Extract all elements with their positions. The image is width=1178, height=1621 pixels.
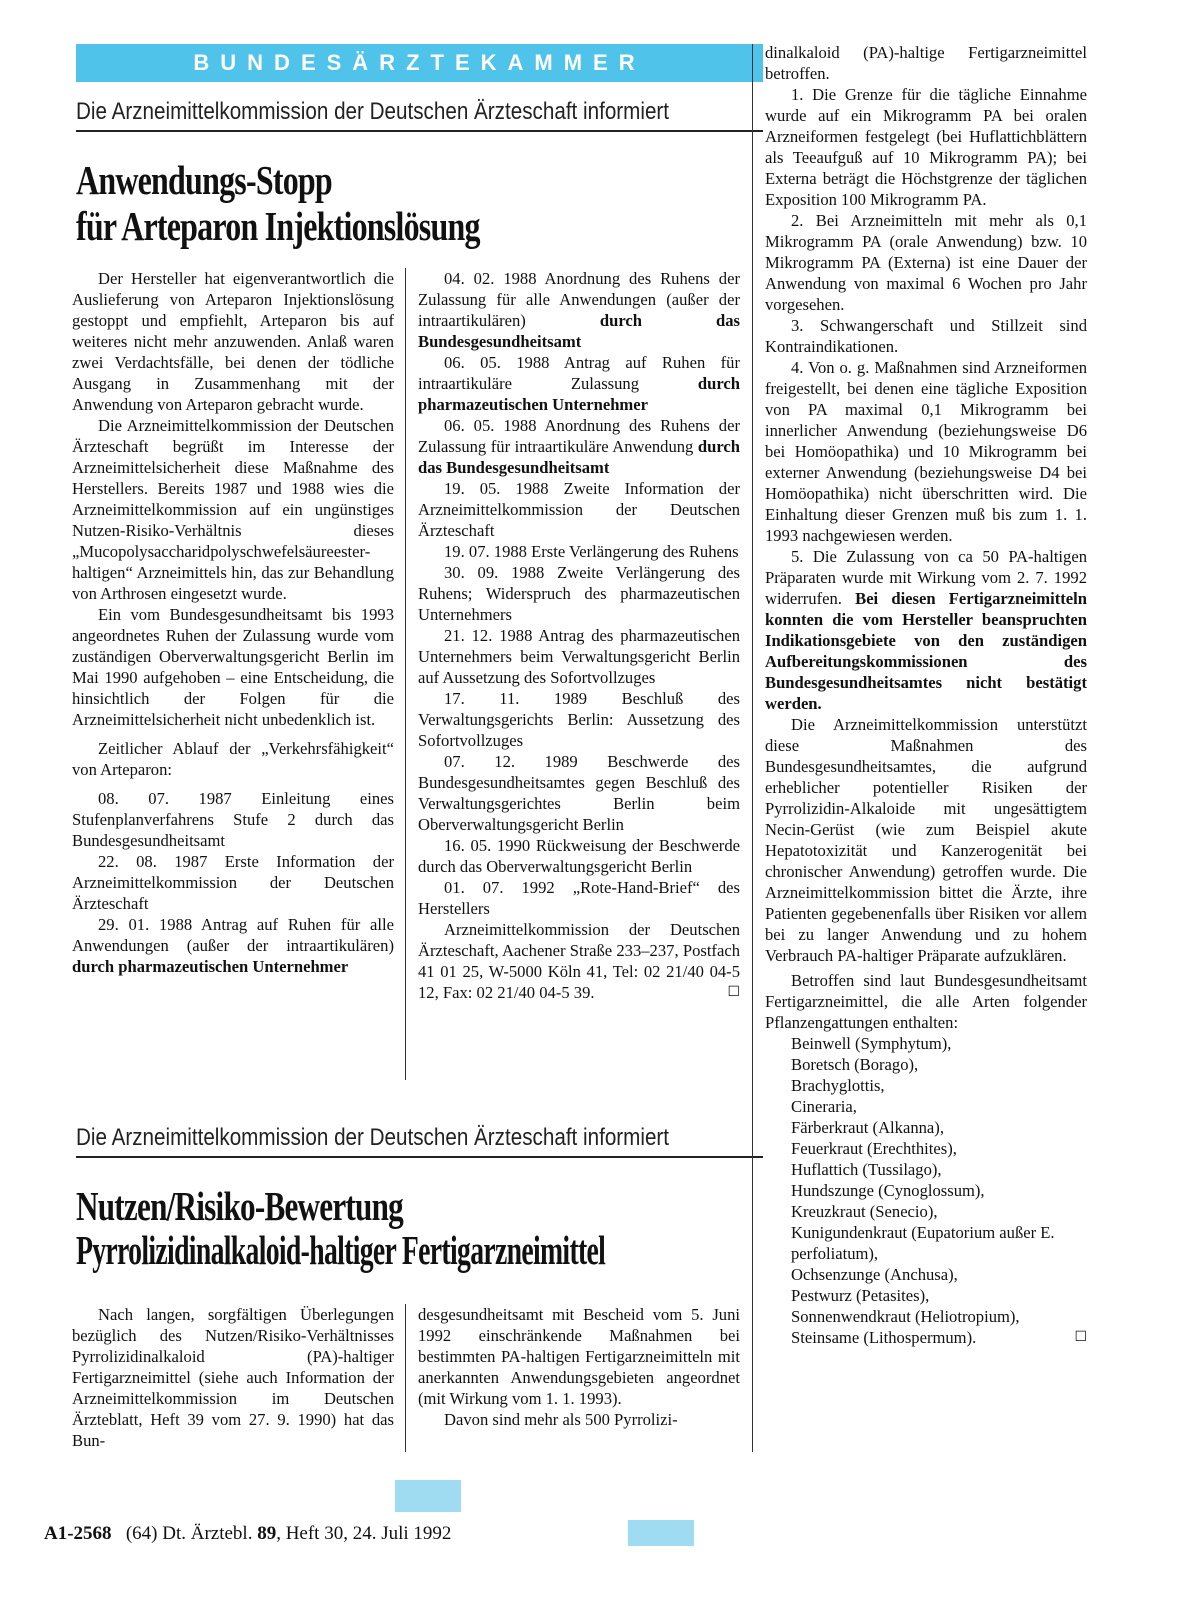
paragraph: Ein vom Bundesgesundheitsamt bis 1993 angeordnetes Ruhen der Zulassung wurde vom zuständigen Oberverwaltungsgericht Berlin im Mai 1990 aufgehoben – eine Entscheidung, die hinsichtlich der Folgen für die Arzneimittelsicherheit nicht unbedenklich ist. [72, 605, 394, 729]
plant-list-item: Ochsenzunge (Anchusa), [791, 1265, 958, 1284]
contact-address: Arzneimittelkommission der Deutschen Ärzteschaft, Aachener Straße 233–237, Postfach 41 01 25, W-5000 Köln 41, Tel: 02 21/40 04-5 12, Fax: 02 21/40 04-5 39. ☐ [418, 920, 740, 1002]
timeline-entry: 16. 05. 1990 Rückweisung der Beschwerde durch das Oberverwaltungsgericht Berlin [418, 836, 740, 876]
paragraph: Die Arzneimittelkommission unterstützt diese Maßnahmen des Bundesgesundheitsamtes, die aufgrund erheblicher potentieller Risiken der Pyrrolizidin-Alkaloide mit ungesättigtem Necin-Gerüst (wie zum Beispiel akute Hepatotoxizität und Kanzerogenität bei chronischer Anwendung) getroffen wurde. Die Arzneimittelkommission bittet die Ärzte, ihre Patienten gegebenenfalls über Risiken vor allem bei zu langer Anwendung und zu hohem Verbrauch PA-haltiger Präparate aufzuklären. [765, 715, 1087, 965]
column-divider [405, 1304, 406, 1452]
timeline-entry: 07. 12. 1989 Beschwerde des Bundesgesundheitsamtes gegen Beschluß des Verwaltungsgerichtes Berlin beim Oberverwaltungsgericht Berlin [418, 752, 740, 834]
section-band [76, 44, 763, 82]
article1-title-line1: Anwendungs-Stopp [76, 157, 332, 203]
paragraph: 3. Schwangerschaft und Stillzeit sind Kontraindikationen. [765, 316, 1087, 356]
end-mark-icon: ☐ [1074, 1329, 1087, 1345]
paragraph: desgesundheitsamt mit Bescheid vom 5. Juni 1992 einschränkende Maßnahmen bei bestimmten PA-haltigen Fertigarzneimitteln mit anerkannten Anwendungsgebieten angeordnet (mit Wirkung vom 1. 1. 1993). [418, 1305, 740, 1408]
timeline-entry: 22. 08. 1987 Erste Information der Arzneimittelkommission der Deutschen Ärzteschaft [72, 852, 394, 913]
article1-title-line2: für Arteparon Injektionslösung [76, 203, 480, 249]
plant-list-item: Hundszunge (Cynoglossum), [791, 1181, 985, 1200]
plant-list-item: Kunigundenkraut (Eupatorium außer E. perfoliatum), [791, 1223, 1055, 1263]
article2-column2 [418, 1304, 740, 1430]
journal-volume: 89 [257, 1523, 277, 1544]
article1-kicker: Die Arzneimittelkommission der Deutschen Ärzteschaft informiert [76, 98, 670, 125]
journal-issue: , Heft 30, 24. Juli 1992 [276, 1523, 452, 1544]
article2-column3 [765, 42, 1087, 1348]
timeline-entry: 19. 07. 1988 Erste Verlängerung des Ruhens [444, 542, 739, 561]
article1-column2 [418, 268, 740, 1003]
page-tab-marker [628, 1520, 694, 1546]
timeline-entry: 29. 01. 1988 Antrag auf Ruhen für alle Anwendungen (außer der intraartikulären) durch pharmazeutischen Unternehmer [72, 915, 394, 976]
timeline-entry: 17. 11. 1989 Beschluß des Verwaltungsgerichts Berlin: Aussetzung des Sofortvollzuges [418, 689, 740, 750]
timeline-entry: 06. 05. 1988 Antrag auf Ruhen für intraartikuläre Zulassung durch pharmazeutischen Unternehmer [418, 353, 740, 414]
column-divider [752, 44, 753, 1452]
timeline-entry: 19. 05. 1988 Zweite Information der Arzneimittelkommission der Deutschen Ärzteschaft [418, 479, 740, 540]
timeline-entry: 01. 07. 1992 „Rote-Hand-Brief“ des Herstellers [418, 878, 740, 918]
paragraph: Davon sind mehr als 500 Pyrrolizi- [444, 1410, 678, 1429]
plant-list-item: Cineraria, [791, 1097, 857, 1116]
journal-citation: (64) Dt. Ärztebl. [125, 1523, 258, 1544]
paragraph: 2. Bei Arzneimitteln mit mehr als 0,1 Mikrogramm PA (orale Anwendung) bzw. 10 Mikrogramm PA (Externa) ist eine Dauer der Anwendung von maximal 6 Wochen pro Jahr vorgesehen. [765, 211, 1087, 314]
plant-list-item: Kreuzkraut (Senecio), [791, 1202, 938, 1221]
end-mark-icon: ☐ [727, 984, 740, 1000]
article1-kicker-rule [76, 130, 763, 132]
plant-list-item: Pestwurz (Petasites), [791, 1286, 930, 1305]
article1-column1 [72, 268, 394, 977]
column-divider [405, 268, 406, 1080]
page-tab-marker [395, 1480, 461, 1512]
plant-list-item: Beinwell (Symphytum), [791, 1034, 952, 1053]
paragraph: 5. Die Zulassung von ca 50 PA-haltigen Präparaten wurde mit Wirkung vom 2. 7. 1992 widerrufen. Bei diesen Fertigarzneimitteln konnten die vom Hersteller beanspruchten Indikationsgebiete von den zuständigen Aufbereitungskommissionen des Bundesgesundheitsamtes nicht bestätigt werden. [765, 547, 1087, 713]
paragraph: Zeitlicher Ablauf der „Verkehrsfähigkeit“ von Arteparon: [72, 739, 394, 779]
paragraph: dinalkaloid (PA)-haltige Fertigarzneimittel betroffen. [765, 43, 1087, 83]
plant-list-item: Sonnenwendkraut (Heliotropium), [791, 1307, 1020, 1326]
section-band-label: BUNDESÄRZTEKAMMER [193, 50, 646, 75]
timeline-entry: 04. 02. 1988 Anordnung des Ruhens der Zulassung für alle Anwendungen (außer der intraartikulären) durch das Bundesgesundheitsamt [418, 269, 741, 351]
paragraph: Betroffen sind laut Bundesgesundheitsamt Fertigarzneimittel, die alle Arten folgender Pflanzengattungen enthalten: [765, 971, 1087, 1032]
article2-kicker: Die Arzneimittelkommission der Deutschen Ärzteschaft informiert [76, 1124, 670, 1151]
plant-list-item: Huflattich (Tussilago), [791, 1160, 942, 1179]
article2-kicker-rule [76, 1156, 763, 1158]
page-id: A1-2568 [44, 1523, 112, 1544]
plant-list-item: Färberkraut (Alkanna), [791, 1118, 944, 1137]
article2-column1 [72, 1304, 394, 1451]
page-footer [44, 1523, 451, 1545]
plant-list [765, 1033, 1087, 1348]
plant-list-item: Feuerkraut (Erechthites), [791, 1139, 957, 1158]
article2-title-line1: Nutzen/Risiko-Bewertung [76, 1183, 404, 1229]
paragraph: Der Hersteller hat eigenverantwortlich die Auslieferung von Arteparon Injektionslösung gestoppt und empfiehlt, Arteparon bis auf weiteres nicht mehr anzuwenden. Anlaß waren zwei Verdachtsfälle, bei denen der tödliche Ausgang in Zusammenhang mit der Anwendung von Arteparon gebracht wurde. [72, 269, 394, 414]
paragraph: Nach langen, sorgfältigen Überlegungen bezüglich des Nutzen/Risiko-Verhältnisses Pyrrolizidinalkaloid (PA)-haltiger Fertigarzneimittel (siehe auch Information der Arzneimittelkommission im Deutschen Ärzteblatt, Heft 39 vom 27. 9. 1990) hat das Bun- [72, 1305, 394, 1450]
plant-list-item: Brachyglottis, [791, 1076, 885, 1095]
paragraph: 4. Von o. g. Maßnahmen sind Arzneiformen freigestellt, bei denen eine tägliche Exposition von PA maximal 0,1 Mikrogramm bei innerlicher Anwendung (beziehungsweise D6 bei Homöopathika) und 10 Mikrogramm bei externer Anwendung (beziehungsweise D4 bei Homöopathika) nicht überschritten wird. Die Einhaltung dieser Grenzen muß bis zum 1. 1. 1993 nachgewiesen werden. [765, 358, 1087, 545]
plant-list-item: Boretsch (Borago), [791, 1055, 919, 1074]
timeline-entry: 06. 05. 1988 Anordnung des Ruhens der Zulassung für intraartikuläre Anwendung durch das Bundesgesundheitsamt [418, 416, 740, 477]
paragraph: Die Arzneimittelkommission der Deutschen Ärzteschaft begrüßt im Interesse der Arzneimittelsicherheit diese Maßnahme des Herstellers. Bereits 1987 und 1988 wies die Arzneimittelkommission auf ein ungünstiges Nutzen-Risiko-Verhältnis dieses „Mucopolysaccharidpolyschwefelsäureester-haltigen“ Arzneimittels hin, das zur Behandlung von Arthrosen eingesetzt wurde. [72, 416, 394, 603]
timeline-entry: 21. 12. 1988 Antrag des pharmazeutischen Unternehmers beim Verwaltungsgericht Berlin auf Aussetzung des Sofortvollzuges [418, 626, 740, 687]
timeline-entry: 30. 09. 1988 Zweite Verlängerung des Ruhens; Widerspruch des pharmazeutischen Unternehmers [418, 563, 740, 624]
timeline-entry: 08. 07. 1987 Einleitung eines Stufenplanverfahrens Stufe 2 durch das Bundesgesundheitsamt [72, 789, 394, 850]
article2-title-line2: Pyrrolizidinalkaloid-haltiger Fertigarzneimittel [76, 1227, 606, 1273]
paragraph: 1. Die Grenze für die tägliche Einnahme wurde auf ein Mikrogramm PA bei oralen Arzneiformen festgelegt (bei Huflattichblättern als Teeaufguß auf 10 Mikrogramm PA); bei Externa beträgt die Höchstgrenze der täglichen Exposition 100 Mikrogramm PA. [765, 85, 1087, 209]
plant-list-item: Steinsame (Lithospermum). ☐ [791, 1328, 1087, 1347]
